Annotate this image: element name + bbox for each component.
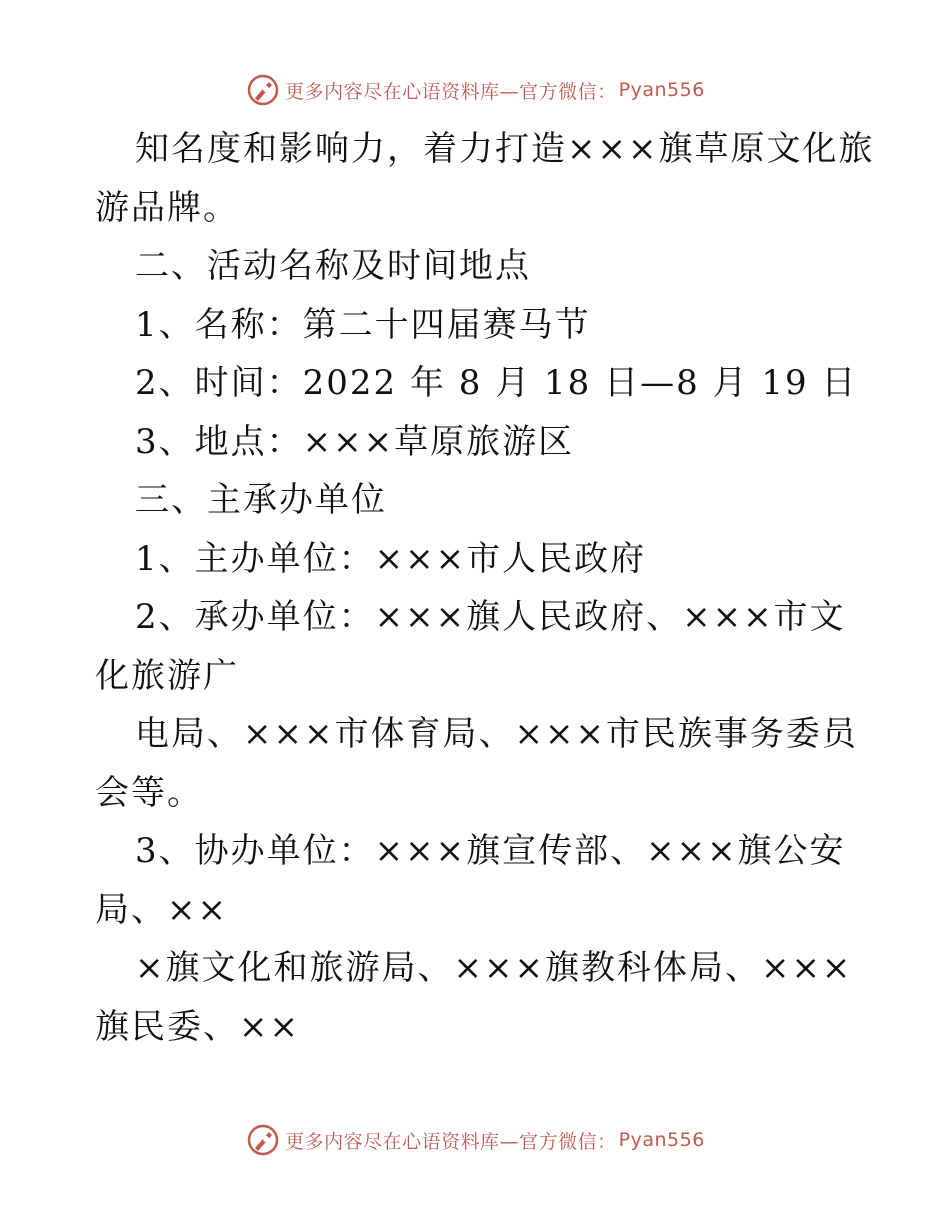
text-line: 化旅游广 <box>95 655 239 696</box>
text-line: 知名度和影响力，着力打造×××旗草原文化旅 <box>135 129 875 169</box>
header-watermark <box>0 70 950 110</box>
pen-logo-icon <box>245 72 281 108</box>
pen-logo-icon <box>245 1122 281 1158</box>
text-line: 局、×× <box>95 889 228 930</box>
text-line: 会等。 <box>95 772 203 813</box>
footer-watermark <box>0 1120 950 1160</box>
watermark-text: 更多内容尽在心语资料库—官方微信： <box>285 80 617 103</box>
watermark-wechat-id: Pyan556 <box>618 1129 705 1151</box>
watermark-wechat-id: Pyan556 <box>618 79 705 101</box>
watermark-text: 更多内容尽在心语资料库—官方微信： <box>285 1130 617 1153</box>
text-line: 游品牌。 <box>95 187 239 228</box>
text-line: 2、时间：2022 年 8 月 18 日—8 月 19 日 <box>135 363 858 403</box>
text-line: 2、承办单位：×××旗人民政府、×××市文 <box>135 597 846 637</box>
text-line: 3、地点：×××草原旅游区 <box>135 421 575 462</box>
section-heading: 二、活动名称及时间地点 <box>135 246 531 286</box>
text-line: 1、名称：第二十四届赛马节 <box>135 304 591 345</box>
section-heading: 三、主承办单位 <box>135 480 387 520</box>
text-line: ×旗文化和旅游局、×××旗教科体局、××× <box>135 948 853 988</box>
text-line: 旗民委、×× <box>95 1006 300 1047</box>
text-line: 1、主办单位：×××市人民政府 <box>135 538 647 579</box>
document-body <box>95 120 875 1056</box>
text-line: 3、协办单位：×××旗宣传部、×××旗公安 <box>135 831 846 871</box>
text-line: 电局、×××市体育局、×××市民族事务委员 <box>135 714 858 754</box>
